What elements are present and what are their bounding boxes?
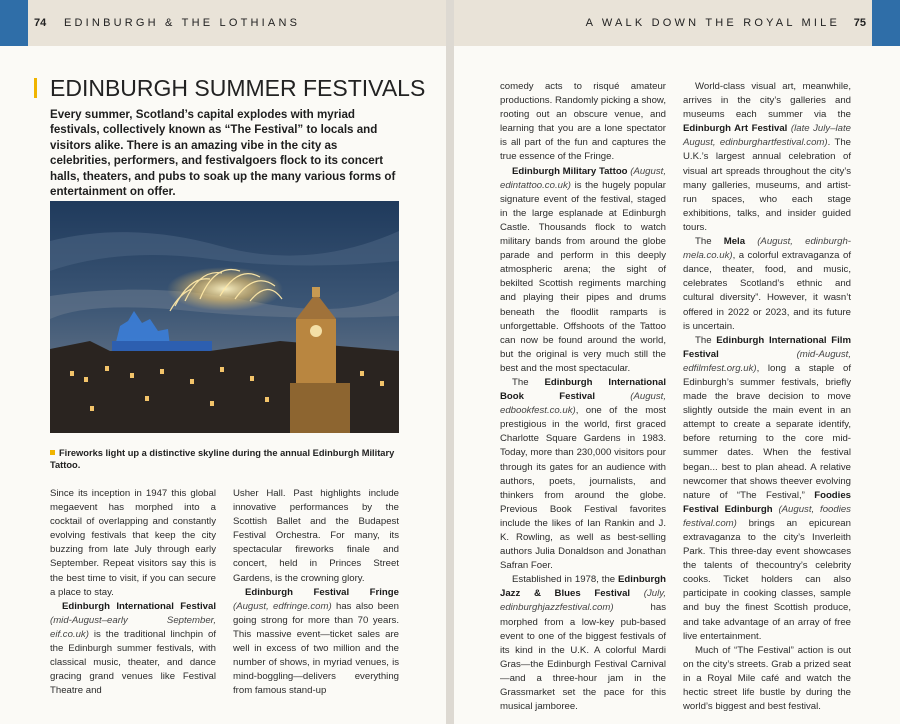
festival-info: (mid-August–early September, eif.co.uk) bbox=[50, 614, 216, 640]
page-header bbox=[454, 0, 900, 46]
page-number: 74 bbox=[34, 17, 47, 29]
body-paragraph bbox=[233, 586, 399, 699]
caption-text: Fireworks light up a distinctive skyline during the annual Edinburgh Military Tattoo. bbox=[50, 448, 395, 471]
festival-info: (mid-August, edfilmfest.org.uk) bbox=[683, 348, 851, 374]
body-text: , long a staple of Edinburgh’s summer festivals, briefly made the brave decision to move slightly outside the main event in an attempt to create a separate identify, before returning to the core mid-summer dates. When the festival began... best to plan ahead. A relative newcomer that shows theever evolving nature of “The Festival,” bbox=[683, 362, 851, 501]
body-column-4 bbox=[683, 80, 851, 714]
body-paragraph: comedy acts to risqué amateur productions. Randomly picking a show, rooting out an obscure venue, and learning that you are a lone spectator is all part of the fun and captures the true essence of the Fringe. bbox=[500, 81, 666, 163]
body-column-2 bbox=[233, 487, 399, 698]
running-head: EDINBURGH & THE LOTHIANS bbox=[64, 17, 301, 29]
body-text: has morphed from a low-key pub-based event to one of the biggest festivals of its kind in the U.K. A colorful Mardi Gras—the Edinburgh Festival Carnival—and a three-hour jam in the Grassmarket set the pace for this musical jamboree. bbox=[500, 602, 666, 713]
festival-info: (July, edinburghjazzfestival.com) bbox=[500, 588, 666, 614]
body-text: is the hugely popular signature event of the festival, staged in the large esplanade at Edinburgh Castle. Thousands flock to watch military bands from around the globe parade and perform in this deeply atmospheric arena; the sight of bekilted Scottish regiments marching and playing their pipes and drums beneath the floodlit ramparts is unforgettable. Offshoots of the Tattoo can now be found around the world, but the original is very much still the best and the most spectacular. bbox=[500, 179, 666, 374]
body-paragraph: Usher Hall. Past highlights include innovative performances by the Scottish Ballet and the Budapest Festival Orchestra. For many, its spectacular fireworks finale and concert, held in Princes Street Gardens, is the crowning glory. bbox=[233, 488, 399, 584]
fireworks-skyline-photo bbox=[50, 201, 399, 433]
festival-name: Foodies Festival Edinburgh bbox=[683, 489, 851, 515]
body-text: . The U.K.’s largest annual celebration of visual art spreads throughout the city’s many galleries, museums, and artist-run spaces, who each stage exhibitions, talks, and insider guided tours. bbox=[683, 137, 851, 233]
body-text: World-class visual art, meanwhile, arrives in the city’s galleries and museums each summer via the bbox=[683, 81, 851, 121]
festival-name: Edinburgh Festival Fringe bbox=[245, 586, 399, 598]
body-text: , one of the most prestigious in the world, first graced Charlotte Square Gardens in 1983. Today, more than 230,000 visitors pour through its gates for an audience with authors, poets, journalists, and thinkers from around the globe. Previous Book Festival favorites include the likes of Ian Rankin and J. K. Rowling, as well as best-selling authors Julia Donaldson and Jonathan Safran Foer. bbox=[500, 405, 666, 572]
festival-name: Mela bbox=[723, 236, 746, 248]
festival-name: Edinburgh International Book Festival bbox=[500, 376, 666, 403]
festival-name: Edinburgh Military Tattoo bbox=[512, 165, 628, 177]
body-paragraph bbox=[50, 600, 216, 699]
festival-info: (August, edfringe.com) bbox=[233, 600, 332, 612]
intro-paragraph: Every summer, Scotland’s capital explodes with myriad festivals, collectively known as “The Festival” to locals and visitors alike. There is an amazing vibe in the city as celebrities, performers, and festivalgoers flock to its concert halls, theaters, and pubs to soak up the many various forms of entertainment on offer. bbox=[50, 108, 396, 199]
festival-name: Edinburgh International Festival bbox=[62, 600, 216, 612]
running-head: A WALK DOWN THE ROYAL MILE bbox=[585, 17, 840, 29]
festival-name: Edinburgh Art Festival bbox=[683, 123, 788, 135]
body-paragraph bbox=[683, 80, 851, 235]
body-text: brings an epicurean extravaganza to the city’s Inverleith Park. This three-day event showcases the talents of thecountry’s celebrity cooks. Ticket holders can also participate in cooking classes, sample and buy the finest Scottish produce, and take advantage of an array of free live entertainment. bbox=[683, 517, 851, 642]
festival-info: (August, edbookfest.co.uk) bbox=[500, 391, 666, 417]
section-tab bbox=[872, 0, 900, 46]
festival-name: Edinburgh International Film Festival bbox=[683, 334, 851, 360]
body-text: The bbox=[695, 334, 712, 346]
photo-caption bbox=[50, 447, 402, 472]
body-text: , a colorful extravaganza of dance, theater, food, and music, celebrates Scotland’s ethnic and cultural diversity”. However, it wasn’t offered in 2022 or 2023, and its future is uncertain. bbox=[683, 250, 851, 332]
page-header bbox=[0, 0, 446, 46]
section-tab bbox=[0, 0, 28, 46]
festival-name: Edinburgh Jazz & Blues Festival bbox=[500, 574, 666, 600]
body-column-3 bbox=[500, 80, 666, 714]
festival-info: (August, foodies festival.com) bbox=[683, 503, 851, 529]
body-column-1 bbox=[50, 487, 216, 698]
body-paragraph bbox=[683, 235, 851, 334]
body-text: The bbox=[695, 236, 712, 248]
festival-info: (August, edintattoo.co.uk) bbox=[500, 165, 666, 191]
body-paragraph bbox=[500, 573, 666, 714]
left-page bbox=[0, 0, 446, 724]
festival-info: (August, edinburgh-mela.co.uk) bbox=[683, 236, 851, 262]
body-paragraph: Much of “The Festival” action is out on the city’s streets. Grab a prized seat in a Royal Mile café and watch the hectic street life bustle by during the world’s biggest and best festival. bbox=[683, 644, 851, 713]
body-text: is the traditional linchpin of the Edinburgh summer festivals, with classical music, theater, and dance gracing grand venues like Festival Theatre and bbox=[50, 628, 216, 697]
title-accent-bar bbox=[34, 78, 37, 98]
festival-info: (late July–late August, edinburghartfestival.com) bbox=[683, 123, 851, 149]
body-text: has also been going strong for more than 70 years. This massive event—ticket sales are well in excess of two million and the number of shows, in myriad venues, is mind-boggling—delivers everything from famous stand-up bbox=[233, 600, 399, 697]
body-text: Established in 1978, the bbox=[512, 574, 616, 586]
page-number: 75 bbox=[853, 17, 866, 29]
body-paragraph bbox=[500, 165, 666, 376]
article-title: EDINBURGH SUMMER FESTIVALS bbox=[50, 75, 426, 101]
body-paragraph: Since its inception in 1947 this global megaevent has morphed into a cocktail of overlapping and constantly evolving festivals that keep the city buzzing from late July through early September. Repeat visitors say this is the best time to visit, if you can secure a place to stay. bbox=[50, 488, 216, 598]
right-page bbox=[454, 0, 900, 724]
body-paragraph: The Edinburgh International Book Festival (August, edbookfest.co.uk), one of the most prestigious in the world, first graced Charlotte Square Gardens in 1983. Today, more than 230,000 visitors pour through its gates for an audience with authors, poets, journalists, and thinkers from around the globe. Previous Book Festival favorites include the likes of Ian Rankin and J. K. Rowling, as well as best-selling authors Julia Donaldson and Jonathan Safran Foer. bbox=[500, 376, 666, 572]
body-paragraph bbox=[683, 334, 851, 644]
caption-bullet bbox=[50, 450, 55, 455]
